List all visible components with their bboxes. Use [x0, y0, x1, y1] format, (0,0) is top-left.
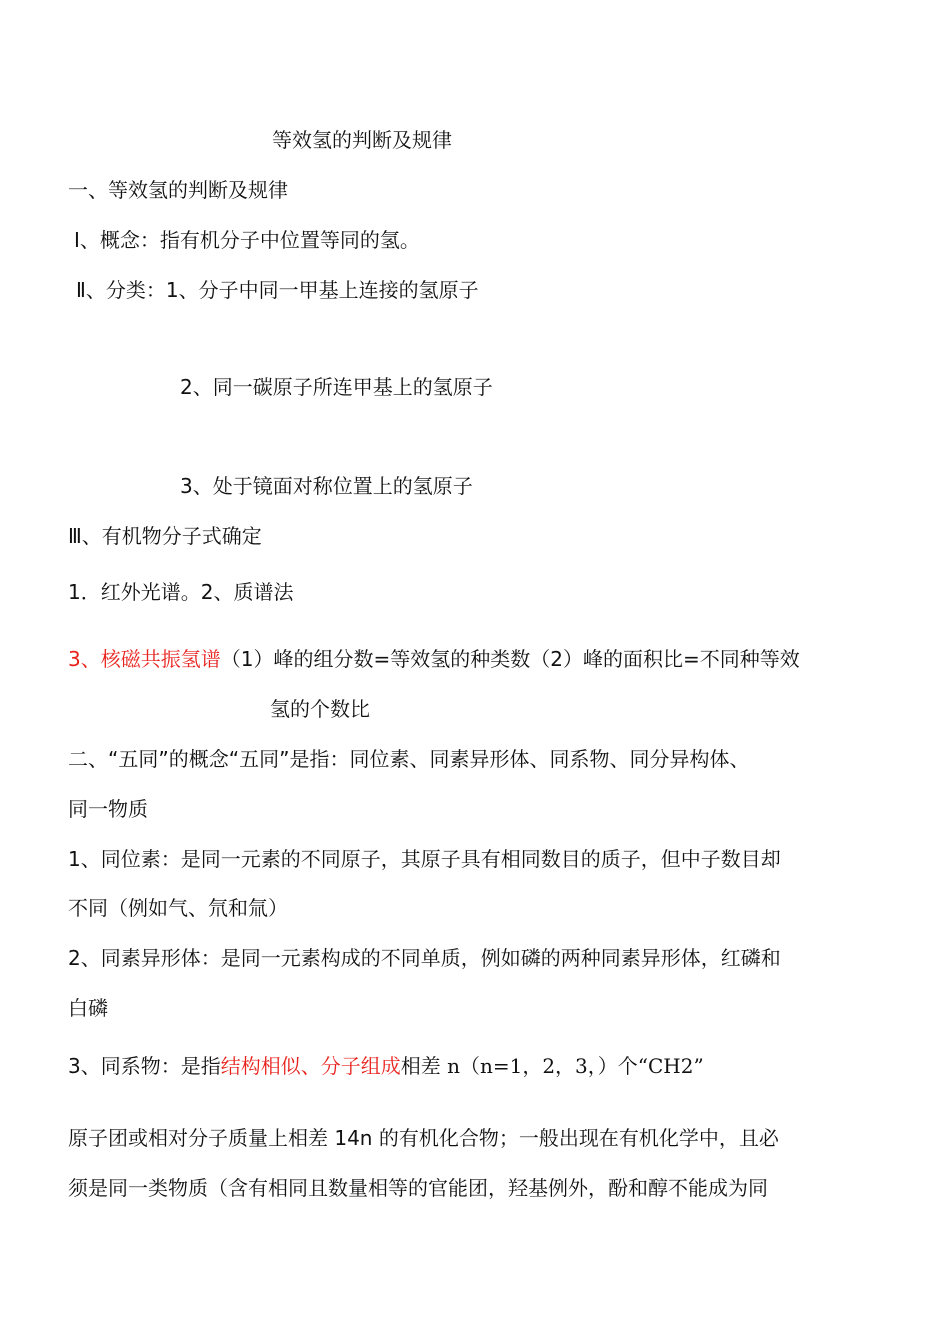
homolog-highlight-composition: 分子组成: [320, 1054, 401, 1078]
determine-heading: Ⅲ、有机物分子式确定: [68, 524, 262, 548]
homolog-suffix: 相差 n（n=1，2，3，）个“CH2”: [400, 1054, 704, 1078]
homolog-prefix: 3、同系物：是指: [68, 1054, 221, 1078]
homolog-line-2: 原子团或相对分子质量上相差 14n 的有机化合物；一般出现在有机化学中，且必: [68, 1126, 779, 1150]
homolog-line-3: 须是同一类物质（含有相同且数量相等的官能团，羟基例外，酚和醇不能成为同: [68, 1176, 768, 1200]
section-2-heading: 二、“五同”的概念“五同”是指：同位素、同素异形体、同系物、同分异构体、: [68, 747, 750, 771]
page-title: 等效氢的判断及规律: [272, 128, 452, 152]
concept-line: Ⅰ、概念：指有机分子中位置等同的氢。: [74, 228, 420, 252]
classify-line-1: Ⅱ、分类：1、分子中同一甲基上连接的氢原子: [76, 278, 479, 302]
allotrope-line-1: 2、同素异形体：是同一元素构成的不同单质，例如磷的两种同素异形体，红磷和: [68, 946, 781, 970]
nmr-description: （1）峰的组分数=等效氢的种类数（2）峰的面积比=不同种等效: [220, 647, 800, 671]
isotope-line-1: 1、同位素：是同一元素的不同原子，其原子具有相同数目的质子，但中子数目却: [68, 847, 781, 871]
section-2-heading-cont: 同一物质: [68, 797, 148, 821]
nmr-continuation: 氢的个数比: [270, 697, 370, 721]
methods-line: 1．红外光谱。2、质谱法: [68, 580, 294, 604]
homolog-line-1: [68, 1052, 704, 1080]
nmr-label: 3、核磁共振氢谱: [68, 647, 221, 671]
homolog-highlight-structure: 结构相似、: [220, 1054, 321, 1078]
isotope-line-2: 不同（例如气、氘和氚）: [68, 896, 288, 920]
section-1-heading: 一、等效氢的判断及规律: [68, 178, 288, 202]
nmr-line: [68, 645, 800, 673]
allotrope-line-2: 白磷: [68, 996, 108, 1020]
classify-line-2: 2、同一碳原子所连甲基上的氢原子: [180, 375, 493, 399]
classify-line-3: 3、处于镜面对称位置上的氢原子: [180, 474, 473, 498]
